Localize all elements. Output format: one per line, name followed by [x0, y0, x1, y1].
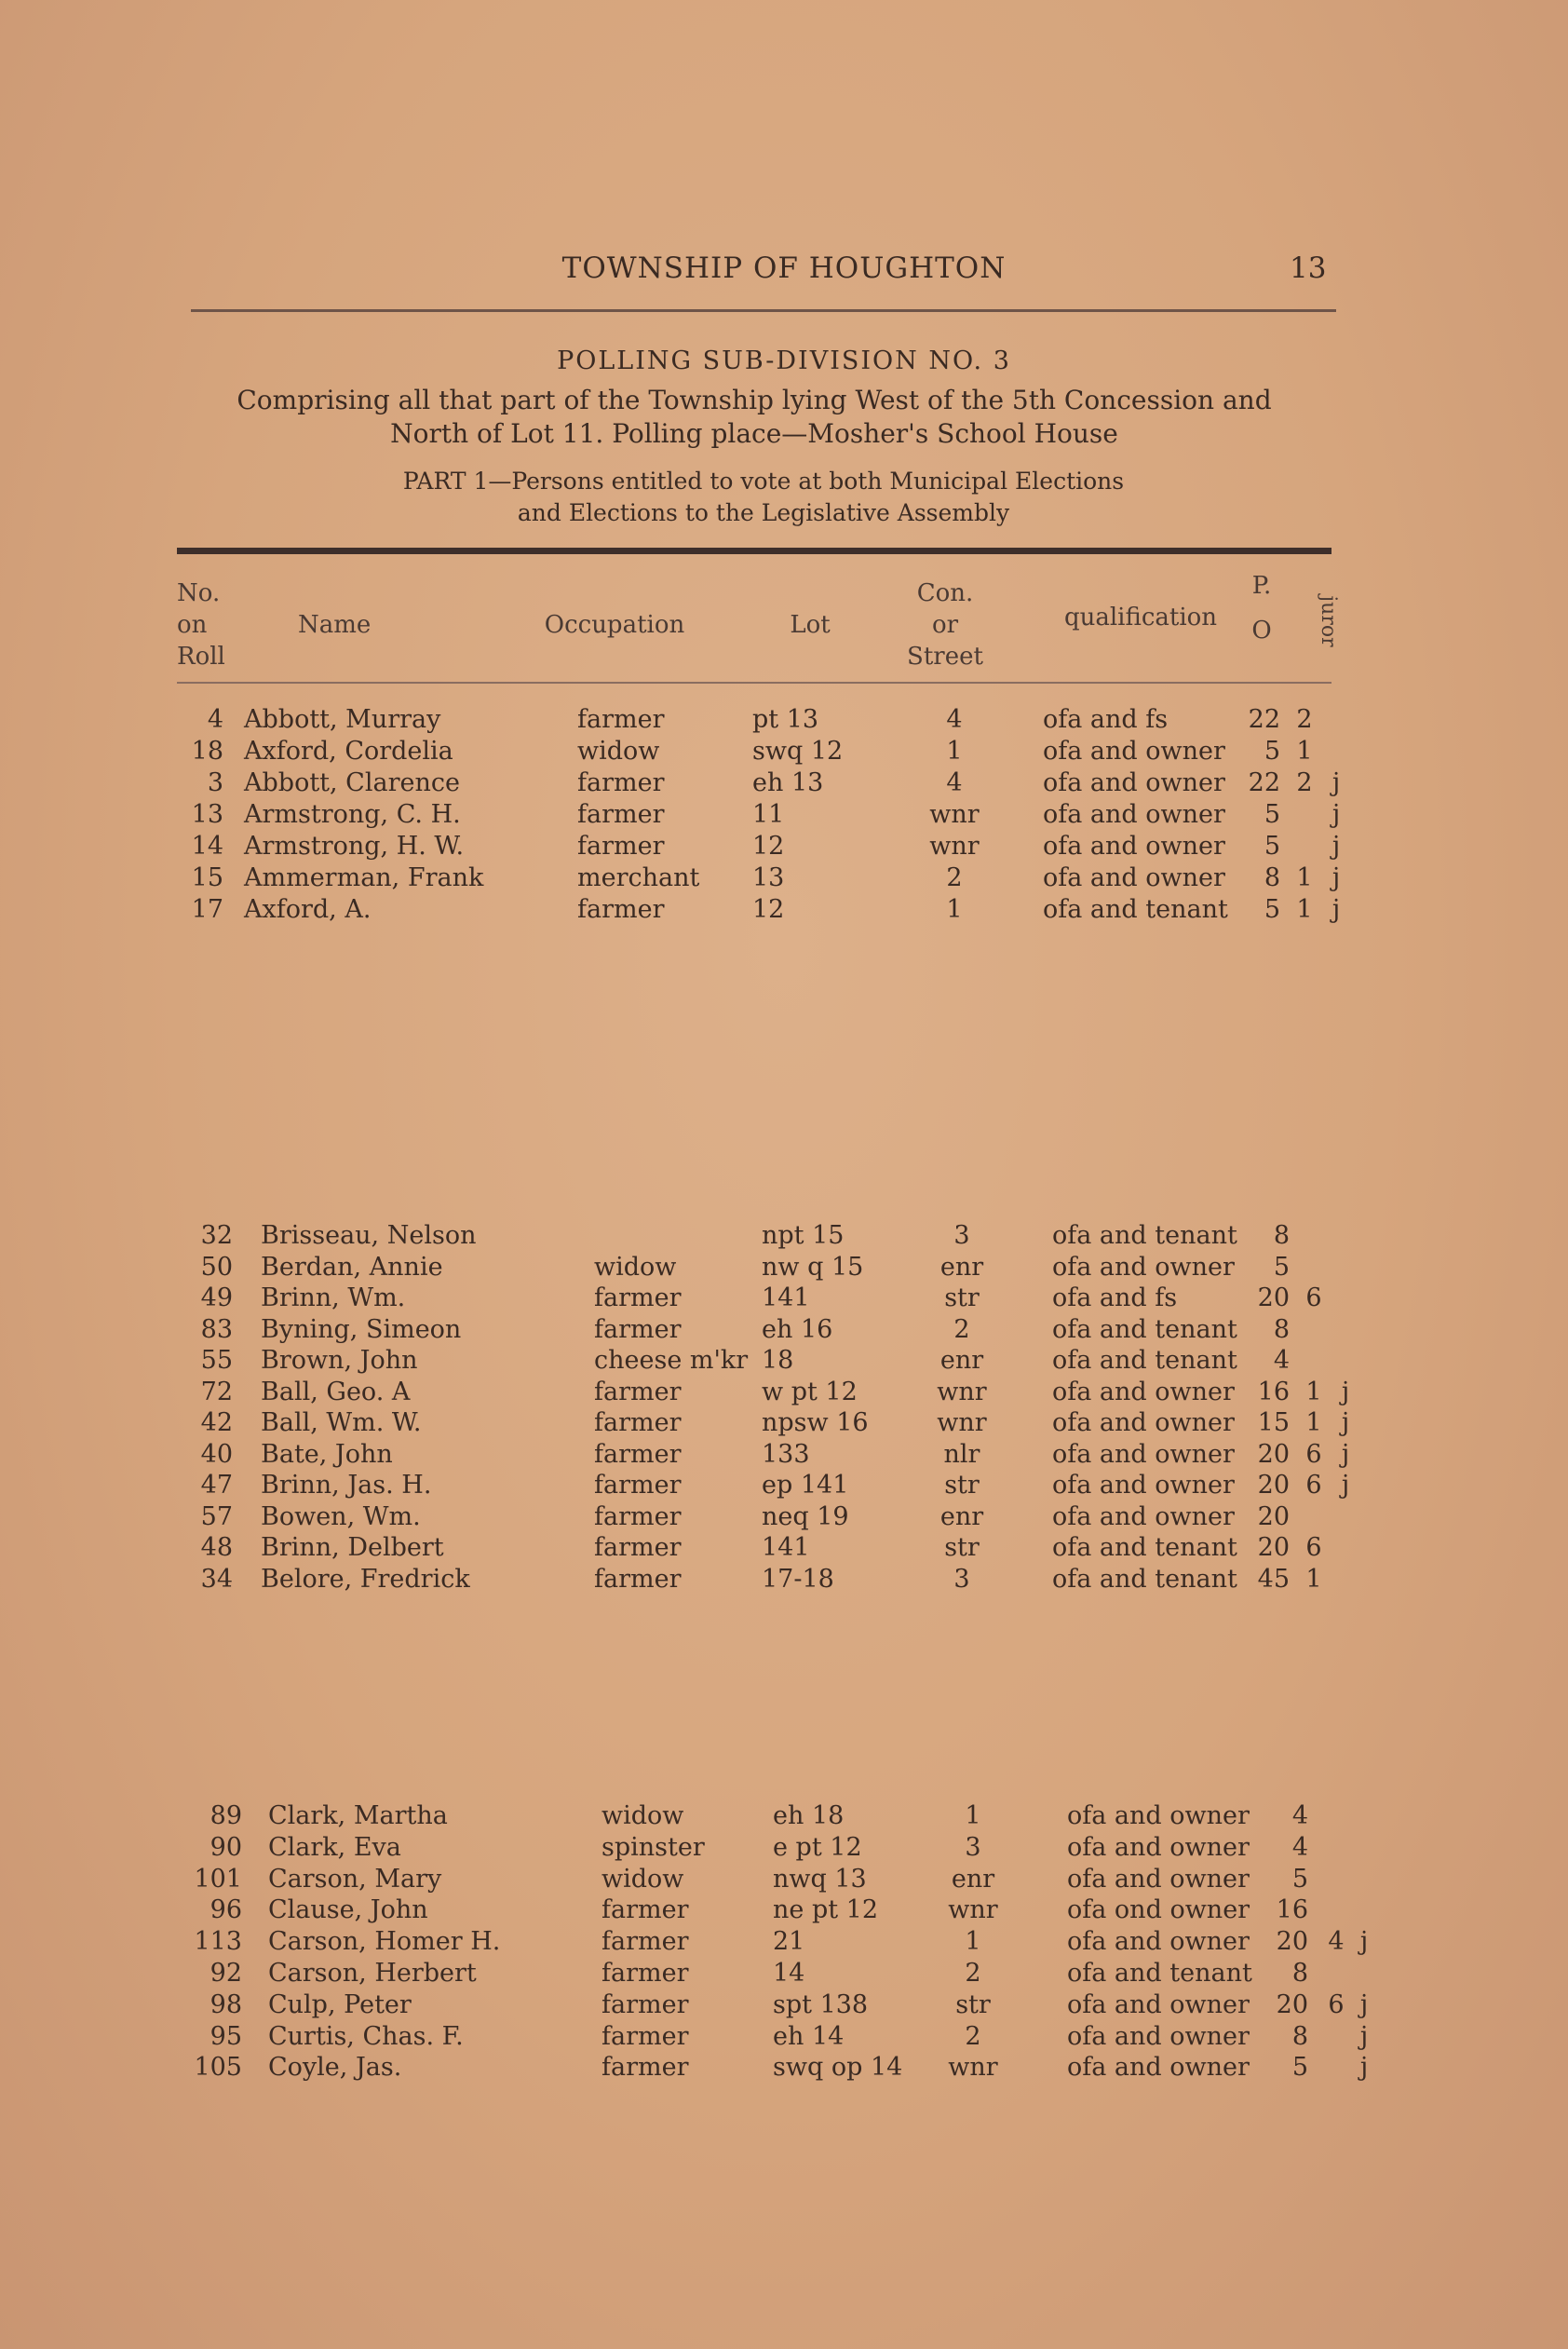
lot: neq 19: [762, 1501, 849, 1531]
voter-row: [0, 1501, 1568, 1533]
polling-o: 2: [1296, 705, 1313, 734]
column-header-p: P.: [1251, 572, 1272, 600]
occupation: farmer: [594, 1439, 682, 1469]
lot: spt 138: [773, 1989, 869, 2019]
qualification: ofa and owner: [1052, 1501, 1235, 1531]
subdivision-heading: POLLING SUB-DIVISION NO. 3: [557, 346, 1011, 375]
lot: eh 14: [773, 2021, 845, 2051]
juror-mark: j: [1359, 1927, 1369, 1957]
qualification: ofa and tenant: [1067, 1959, 1252, 1988]
lot: swq 12: [752, 737, 844, 766]
lot: eh 13: [752, 768, 824, 797]
voter-row: [0, 894, 1568, 926]
lot: 17-18: [762, 1564, 834, 1594]
voter-name: Abbott, Murray: [244, 705, 441, 734]
occupation: farmer: [594, 1533, 682, 1562]
qualification: ofa and tenant: [1052, 1346, 1237, 1375]
voter-name: Bate, John: [261, 1439, 393, 1469]
roll-number: 3: [207, 768, 223, 797]
polling-o: 1: [1296, 737, 1313, 766]
column-header-line: Street: [907, 643, 983, 671]
qualification: ofa and owner: [1067, 1801, 1250, 1830]
polling-p: 8: [1291, 1959, 1308, 1988]
voter-name: Carson, Herbert: [268, 1959, 477, 1988]
polling-p: 22: [1248, 705, 1280, 734]
polling-p: 5: [1264, 832, 1280, 861]
voter-name: Armstrong, H. W.: [244, 832, 465, 861]
occupation: farmer: [602, 1895, 689, 1925]
occupation: farmer: [594, 1408, 682, 1437]
voter-name: Carson, Mary: [268, 1864, 442, 1894]
lot: 11: [752, 800, 785, 829]
concession: wnr: [937, 1408, 987, 1437]
voter-row: [0, 1220, 1568, 1252]
concession: wnr: [937, 1377, 987, 1406]
lot: swq op 14: [773, 2053, 903, 2083]
occupation: farmer: [577, 705, 665, 734]
polling-p: 5: [1273, 1252, 1290, 1282]
concession: 2: [965, 1959, 981, 1988]
roll-number: 105: [194, 2053, 242, 2083]
occupation: farmer: [577, 800, 665, 829]
polling-p: 5: [1291, 2053, 1308, 2083]
concession: enr: [939, 1501, 984, 1531]
voter-row: [0, 799, 1568, 831]
voter-name: Abbott, Clarence: [244, 768, 460, 797]
lot: pt 13: [752, 705, 819, 734]
lot: npt 15: [762, 1221, 845, 1250]
lot: nw q 15: [762, 1252, 864, 1282]
voter-name: Clark, Eva: [268, 1832, 401, 1862]
lot: 18: [762, 1346, 794, 1375]
voter-name: Coyle, Jas.: [268, 2053, 402, 2083]
voter-row: [0, 1958, 1568, 1989]
polling-o: 1: [1305, 1377, 1322, 1406]
roll-number: 32: [200, 1221, 233, 1250]
roll-number: 90: [210, 1832, 242, 1862]
polling-o: 6: [1305, 1283, 1322, 1312]
concession: 3: [953, 1221, 970, 1250]
roll-number: 50: [200, 1252, 233, 1282]
lot: nwq 13: [773, 1864, 867, 1894]
voter-name: Curtis, Chas. F.: [268, 2021, 464, 2051]
voter-name: Bowen, Wm.: [261, 1501, 421, 1531]
polling-p: 5: [1264, 800, 1280, 829]
polling-p: 20: [1257, 1501, 1290, 1531]
polling-p: 5: [1264, 737, 1280, 766]
voter-row: [0, 1470, 1568, 1501]
voter-row: [0, 1564, 1568, 1595]
roll-number: 40: [200, 1439, 233, 1469]
voter-row: [0, 1832, 1568, 1864]
qualification: ofa and fs: [1043, 705, 1169, 734]
polling-o: 2: [1296, 768, 1313, 797]
occupation: spinster: [602, 1832, 705, 1862]
polling-p: 15: [1257, 1408, 1290, 1437]
voter-name: Clark, Martha: [268, 1801, 448, 1830]
lot: ep 141: [762, 1471, 849, 1500]
qualification: ofa and owner: [1067, 1989, 1250, 2019]
roll-number: 101: [194, 1864, 242, 1894]
table-top-rule: [177, 548, 1331, 554]
polling-p: 8: [1273, 1221, 1290, 1250]
occupation: farmer: [594, 1314, 682, 1344]
subdivision-description: [149, 384, 1359, 451]
lot: 12: [752, 895, 785, 924]
juror-mark: j: [1331, 832, 1341, 861]
concession: str: [944, 1533, 980, 1562]
part-line: and Elections to the Legislative Assembly: [517, 499, 1010, 526]
column-header-name: Name: [298, 611, 372, 639]
column-header-line: Roll: [177, 643, 225, 671]
voter-name: Armstrong, C. H.: [244, 800, 461, 829]
part-heading: [223, 466, 1304, 529]
lot: 12: [752, 832, 785, 861]
juror-mark: j: [1359, 2021, 1369, 2051]
juror-mark: j: [1359, 1989, 1369, 2019]
voter-row: [0, 1439, 1568, 1471]
polling-p: 4: [1291, 1801, 1308, 1830]
polling-p: 20: [1276, 1927, 1308, 1957]
occupation: farmer: [602, 1959, 689, 1988]
column-header-lot: Lot: [790, 611, 831, 639]
occupation: farmer: [594, 1471, 682, 1500]
voter-name: Carson, Homer H.: [268, 1927, 501, 1957]
concession: str: [955, 1989, 991, 2019]
polling-o: 1: [1305, 1564, 1322, 1594]
concession: str: [944, 1283, 980, 1312]
qualification: ofa and owner: [1067, 2053, 1250, 2083]
voter-row: [0, 2021, 1568, 2053]
table-header-rule: [177, 682, 1331, 684]
description-line: North of Lot 11. Polling place—Mosher's School House: [390, 418, 1118, 449]
polling-o: 1: [1296, 863, 1313, 892]
juror-mark: j: [1331, 768, 1341, 797]
roll-number: 83: [200, 1314, 233, 1344]
qualification: ofa and owner: [1067, 2021, 1250, 2051]
column-header-juror: juror: [1317, 595, 1340, 647]
column-header-line: on: [177, 611, 208, 639]
polling-o: 6: [1328, 1989, 1345, 2019]
column-header-no: [177, 577, 242, 672]
column-header-line: or: [931, 611, 959, 639]
concession: 1: [965, 1927, 981, 1957]
occupation: widow: [594, 1252, 677, 1282]
juror-mark: j: [1341, 1377, 1350, 1406]
lot: 14: [773, 1959, 805, 1988]
roll-number: 15: [191, 863, 223, 892]
concession: str: [944, 1471, 980, 1500]
roll-number: 13: [191, 800, 223, 829]
occupation: farmer: [602, 2053, 689, 2083]
occupation: farmer: [577, 832, 665, 861]
polling-o: 1: [1296, 895, 1313, 924]
voter-name: Brinn, Wm.: [261, 1283, 406, 1312]
voter-row: [0, 1926, 1568, 1958]
concession: 4: [946, 768, 963, 797]
voter-row: [0, 1252, 1568, 1283]
lot: npsw 16: [762, 1408, 869, 1437]
occupation: widow: [577, 737, 660, 766]
concession: wnr: [929, 800, 980, 829]
qualification: ofa and tenant: [1043, 895, 1228, 924]
polling-o: 6: [1305, 1439, 1322, 1469]
voter-row: [0, 862, 1568, 894]
page-title: TOWNSHIP OF HOUGHTON: [561, 251, 1007, 285]
qualification: ofa and owner: [1067, 1832, 1250, 1862]
lot: 141: [762, 1283, 810, 1312]
qualification: ofa and owner: [1052, 1439, 1235, 1469]
voter-name: Byning, Simeon: [261, 1314, 462, 1344]
voter-row: [0, 1377, 1568, 1408]
polling-p: 45: [1257, 1564, 1290, 1594]
voter-row: [0, 1283, 1568, 1314]
roll-number: 4: [207, 705, 223, 734]
voter-row: [0, 736, 1568, 767]
header-rule: [191, 309, 1336, 312]
voter-row: [0, 1800, 1568, 1832]
concession: 1: [946, 895, 963, 924]
occupation: farmer: [602, 1927, 689, 1957]
roll-number: 48: [200, 1533, 233, 1562]
juror-mark: j: [1341, 1408, 1350, 1437]
juror-mark: j: [1341, 1471, 1350, 1500]
voter-name: Axford, Cordelia: [244, 737, 453, 766]
voter-name: Ammerman, Frank: [244, 863, 484, 892]
lot: 133: [762, 1439, 810, 1469]
occupation: merchant: [577, 863, 700, 892]
lot: w pt 12: [762, 1377, 858, 1406]
roll-number: 17: [191, 895, 223, 924]
roll-number: 49: [200, 1283, 233, 1312]
qualification: ofa and tenant: [1052, 1533, 1237, 1562]
voter-name: Ball, Geo. A: [261, 1377, 411, 1406]
lot: ne pt 12: [773, 1895, 879, 1925]
concession: 3: [953, 1564, 970, 1594]
description-line: Comprising all that part of the Township lying West of the 5th Concession and: [237, 385, 1272, 415]
roll-number: 42: [200, 1408, 233, 1437]
qualification: ofa and owner: [1043, 768, 1225, 797]
qualification: ofa and fs: [1052, 1283, 1178, 1312]
roll-number: 98: [210, 1989, 242, 2019]
polling-p: 8: [1264, 863, 1280, 892]
concession: 3: [965, 1832, 981, 1862]
voter-row: [0, 831, 1568, 862]
voter-row: [0, 1989, 1568, 2021]
occupation: farmer: [602, 2021, 689, 2051]
voter-row: [0, 704, 1568, 736]
concession: enr: [939, 1346, 984, 1375]
juror-mark: j: [1331, 895, 1341, 924]
roll-number: 57: [200, 1501, 233, 1531]
column-header-con: [894, 577, 996, 672]
occupation: farmer: [594, 1377, 682, 1406]
qualification: ofa and owner: [1067, 1864, 1250, 1894]
qualification: ofa and owner: [1052, 1377, 1235, 1406]
qualification: ofa and owner: [1052, 1408, 1235, 1437]
roll-number: 14: [191, 832, 223, 861]
lot: eh 18: [773, 1801, 845, 1830]
concession: 2: [953, 1314, 970, 1344]
page-number: 13: [1290, 251, 1327, 285]
concession: enr: [951, 1864, 995, 1894]
voter-row: [0, 1532, 1568, 1564]
qualification: ofa and tenant: [1052, 1221, 1237, 1250]
voter-row: [0, 1345, 1568, 1377]
column-header-line: Con.: [916, 579, 974, 607]
voter-name: Brisseau, Nelson: [261, 1221, 477, 1250]
lot: e pt 12: [773, 1832, 862, 1862]
roll-number: 72: [200, 1377, 233, 1406]
lot: eh 16: [762, 1314, 833, 1344]
concession: wnr: [948, 2053, 998, 2083]
voter-name: Brinn, Delbert: [261, 1533, 444, 1562]
qualification: ofa ond owner: [1067, 1895, 1250, 1925]
voter-row: [0, 2052, 1568, 2084]
voter-name: Clause, John: [268, 1895, 428, 1925]
roll-number: 47: [200, 1471, 233, 1500]
concession: 2: [946, 863, 963, 892]
polling-o: 4: [1328, 1927, 1345, 1957]
qualification: ofa and tenant: [1052, 1564, 1237, 1594]
polling-p: 16: [1276, 1895, 1308, 1925]
occupation: farmer: [594, 1501, 682, 1531]
voter-name: Brown, John: [261, 1346, 418, 1375]
roll-number: 92: [210, 1959, 242, 1988]
voter-name: Culp, Peter: [268, 1989, 412, 2019]
voter-name: Ball, Wm. W.: [261, 1408, 422, 1437]
polling-p: 5: [1291, 1864, 1308, 1894]
juror-mark: j: [1331, 800, 1341, 829]
qualification: ofa and owner: [1052, 1471, 1235, 1500]
polling-p: 4: [1291, 1832, 1308, 1862]
concession: 1: [965, 1801, 981, 1830]
qualification: ofa and owner: [1043, 863, 1225, 892]
polling-p: 4: [1273, 1346, 1290, 1375]
qualification: ofa and owner: [1052, 1252, 1235, 1282]
polling-p: 20: [1257, 1283, 1290, 1312]
polling-o: 1: [1305, 1408, 1322, 1437]
polling-p: 5: [1264, 895, 1280, 924]
voter-name: Axford, A.: [244, 895, 372, 924]
roll-number: 96: [210, 1895, 242, 1925]
voter-row: [0, 1314, 1568, 1346]
polling-o: 6: [1305, 1533, 1322, 1562]
voter-row: [0, 1864, 1568, 1895]
concession: 1: [946, 737, 963, 766]
voter-row: [0, 1894, 1568, 1926]
lot: 141: [762, 1533, 810, 1562]
qualification: ofa and tenant: [1052, 1314, 1237, 1344]
column-header-qualification: qualification: [1063, 604, 1218, 631]
concession: enr: [939, 1252, 984, 1282]
juror-mark: j: [1341, 1439, 1350, 1469]
concession: wnr: [929, 832, 980, 861]
roll-number: 89: [210, 1801, 242, 1830]
occupation: farmer: [577, 768, 665, 797]
occupation: farmer: [594, 1564, 682, 1594]
lot: 21: [773, 1927, 805, 1957]
column-header-o: O: [1251, 617, 1272, 645]
column-header-occupation: Occupation: [544, 611, 685, 639]
voter-name: Berdan, Annie: [261, 1252, 443, 1282]
polling-p: 16: [1257, 1377, 1290, 1406]
voter-row: [0, 767, 1568, 799]
polling-p: 20: [1257, 1533, 1290, 1562]
roll-number: 34: [200, 1564, 233, 1594]
voter-row: [0, 1407, 1568, 1439]
polling-p: 8: [1273, 1314, 1290, 1344]
polling-p: 22: [1248, 768, 1280, 797]
polling-p: 8: [1291, 2021, 1308, 2051]
lot: 13: [752, 863, 785, 892]
polling-p: 20: [1257, 1471, 1290, 1500]
concession: 4: [946, 705, 963, 734]
roll-number: 113: [194, 1927, 242, 1957]
occupation: farmer: [577, 895, 665, 924]
qualification: ofa and owner: [1043, 737, 1225, 766]
occupation: widow: [602, 1864, 684, 1894]
polling-p: 20: [1257, 1439, 1290, 1469]
occupation: widow: [602, 1801, 684, 1830]
polling-p: 20: [1276, 1989, 1308, 2019]
occupation: cheese m'kr: [594, 1346, 749, 1375]
juror-mark: j: [1359, 2053, 1369, 2083]
voter-name: Brinn, Jas. H.: [261, 1471, 432, 1500]
qualification: ofa and owner: [1043, 832, 1225, 861]
part-line: PART 1—Persons entitled to vote at both Municipal Elections: [402, 468, 1125, 495]
roll-number: 18: [191, 737, 223, 766]
polling-o: 6: [1305, 1471, 1322, 1500]
concession: wnr: [948, 1895, 998, 1925]
concession: 2: [965, 2021, 981, 2051]
occupation: farmer: [602, 1989, 689, 2019]
juror-mark: j: [1331, 863, 1341, 892]
qualification: ofa and owner: [1067, 1927, 1250, 1957]
concession: nlr: [943, 1439, 980, 1469]
qualification: ofa and owner: [1043, 800, 1225, 829]
voter-name: Belore, Fredrick: [261, 1564, 470, 1594]
roll-number: 95: [210, 2021, 242, 2051]
occupation: farmer: [594, 1283, 682, 1312]
roll-number: 55: [200, 1346, 233, 1375]
column-header-line: No.: [177, 579, 221, 607]
